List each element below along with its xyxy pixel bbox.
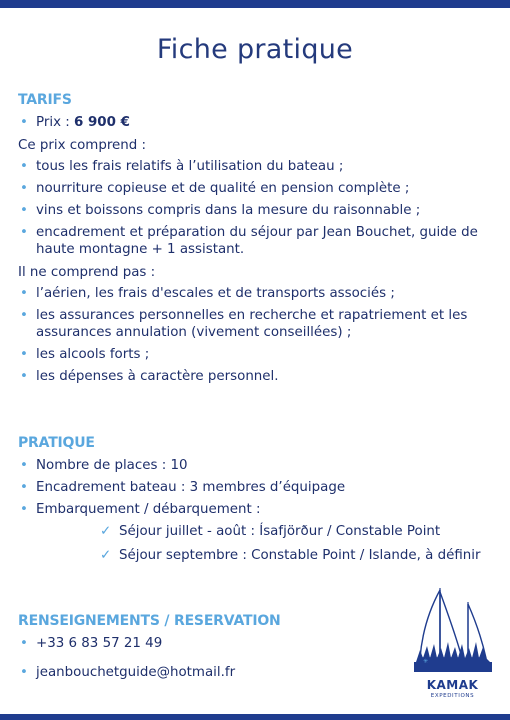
list-item-text: Nombre de places : 10: [36, 458, 188, 473]
list-item: [18, 501, 494, 518]
tarifs-heading: TARIFS: [18, 92, 72, 108]
list-item-text: les assurances personnelles en recherche et rapatriement et les assurances annulation (vivement conseillées) ;: [36, 308, 468, 340]
bullet-icon: •: [20, 159, 28, 174]
list-item: [18, 307, 494, 341]
bullet-icon: •: [20, 225, 28, 240]
contact-heading: RENSEIGNEMENTS / RESERVATION: [18, 613, 281, 629]
logo-subtitle: EXPEDITIONS: [430, 693, 475, 699]
list-item: [18, 285, 494, 302]
list-item-text: vins et boissons compris dans la mesure du raisonnable ;: [36, 203, 421, 218]
bullet-icon: •: [20, 308, 28, 323]
bullet-icon: •: [20, 286, 28, 301]
list-item-text: tous les frais relatifs à l’utilisation du bateau ;: [36, 159, 344, 174]
list-item: [18, 479, 494, 496]
list-item: [18, 202, 494, 219]
bullet-icon: •: [20, 203, 28, 218]
page-title: Fiche pratique: [156, 34, 354, 65]
bullet-icon: •: [20, 347, 28, 362]
sub-list-item-text: Séjour juillet - août : Ísafjörður / Constable Point: [119, 524, 441, 539]
list-item: [18, 457, 494, 474]
bullet-icon: •: [20, 665, 28, 680]
list-item-text: les alcools forts ;: [36, 347, 150, 362]
bottom-bar: [0, 714, 510, 720]
checkmark-icon: ✓: [100, 548, 112, 563]
kamak-logo: [410, 584, 495, 704]
price-value: 6 900 €: [74, 115, 130, 130]
pratique-section: [18, 435, 494, 571]
sub-list-item: [18, 547, 494, 564]
list-item: [18, 368, 494, 385]
list-item-text: les dépenses à caractère personnel.: [36, 369, 279, 384]
sailboat-icon: [410, 584, 495, 676]
list-item-text: Encadrement bateau : 3 membres d’équipage: [36, 480, 346, 495]
price-label: Prix :: [36, 115, 75, 130]
bullet-icon: •: [20, 369, 28, 384]
list-item: [18, 346, 494, 363]
list-item-text: l’aérien, les frais d'escales et de transports associés ;: [36, 286, 395, 301]
list-item-text: encadrement et préparation du séjour par Jean Bouchet, guide de haute montagne + 1 assistant.: [36, 225, 478, 257]
sub-list-item-text: Séjour septembre : Constable Point / Islande, à définir: [119, 548, 481, 563]
list-item: [18, 224, 494, 258]
phone-number[interactable]: +33 6 83 57 21 49: [36, 636, 163, 651]
list-item: [18, 180, 494, 197]
list-item-text: Embarquement / débarquement :: [36, 502, 261, 517]
contact-section: [18, 613, 398, 686]
top-bar: [0, 0, 510, 8]
bullet-icon: •: [20, 458, 28, 473]
excludes-intro: Il ne comprend pas :: [18, 265, 156, 280]
phone-item: [18, 635, 398, 652]
list-item-text: nourriture copieuse et de qualité en pension complète ;: [36, 181, 410, 196]
email-link[interactable]: jeanbouchetguide@hotmail.fr: [36, 665, 236, 680]
email-item: [18, 664, 398, 681]
list-item: [18, 158, 494, 175]
price-item: [18, 114, 494, 131]
sub-list-item: [18, 523, 494, 540]
svg-text:✳: ✳: [423, 658, 429, 665]
bullet-icon: •: [20, 502, 28, 517]
checkmark-icon: ✓: [100, 524, 112, 539]
logo-name: KAMAK: [426, 678, 479, 692]
bullet-icon: •: [20, 181, 28, 196]
bullet-icon: •: [20, 636, 28, 651]
includes-intro: Ce prix comprend :: [18, 138, 147, 153]
bullet-icon: •: [20, 115, 28, 130]
bullet-icon: •: [20, 480, 28, 495]
tarifs-section: [18, 92, 494, 390]
pratique-heading: PRATIQUE: [18, 435, 95, 451]
